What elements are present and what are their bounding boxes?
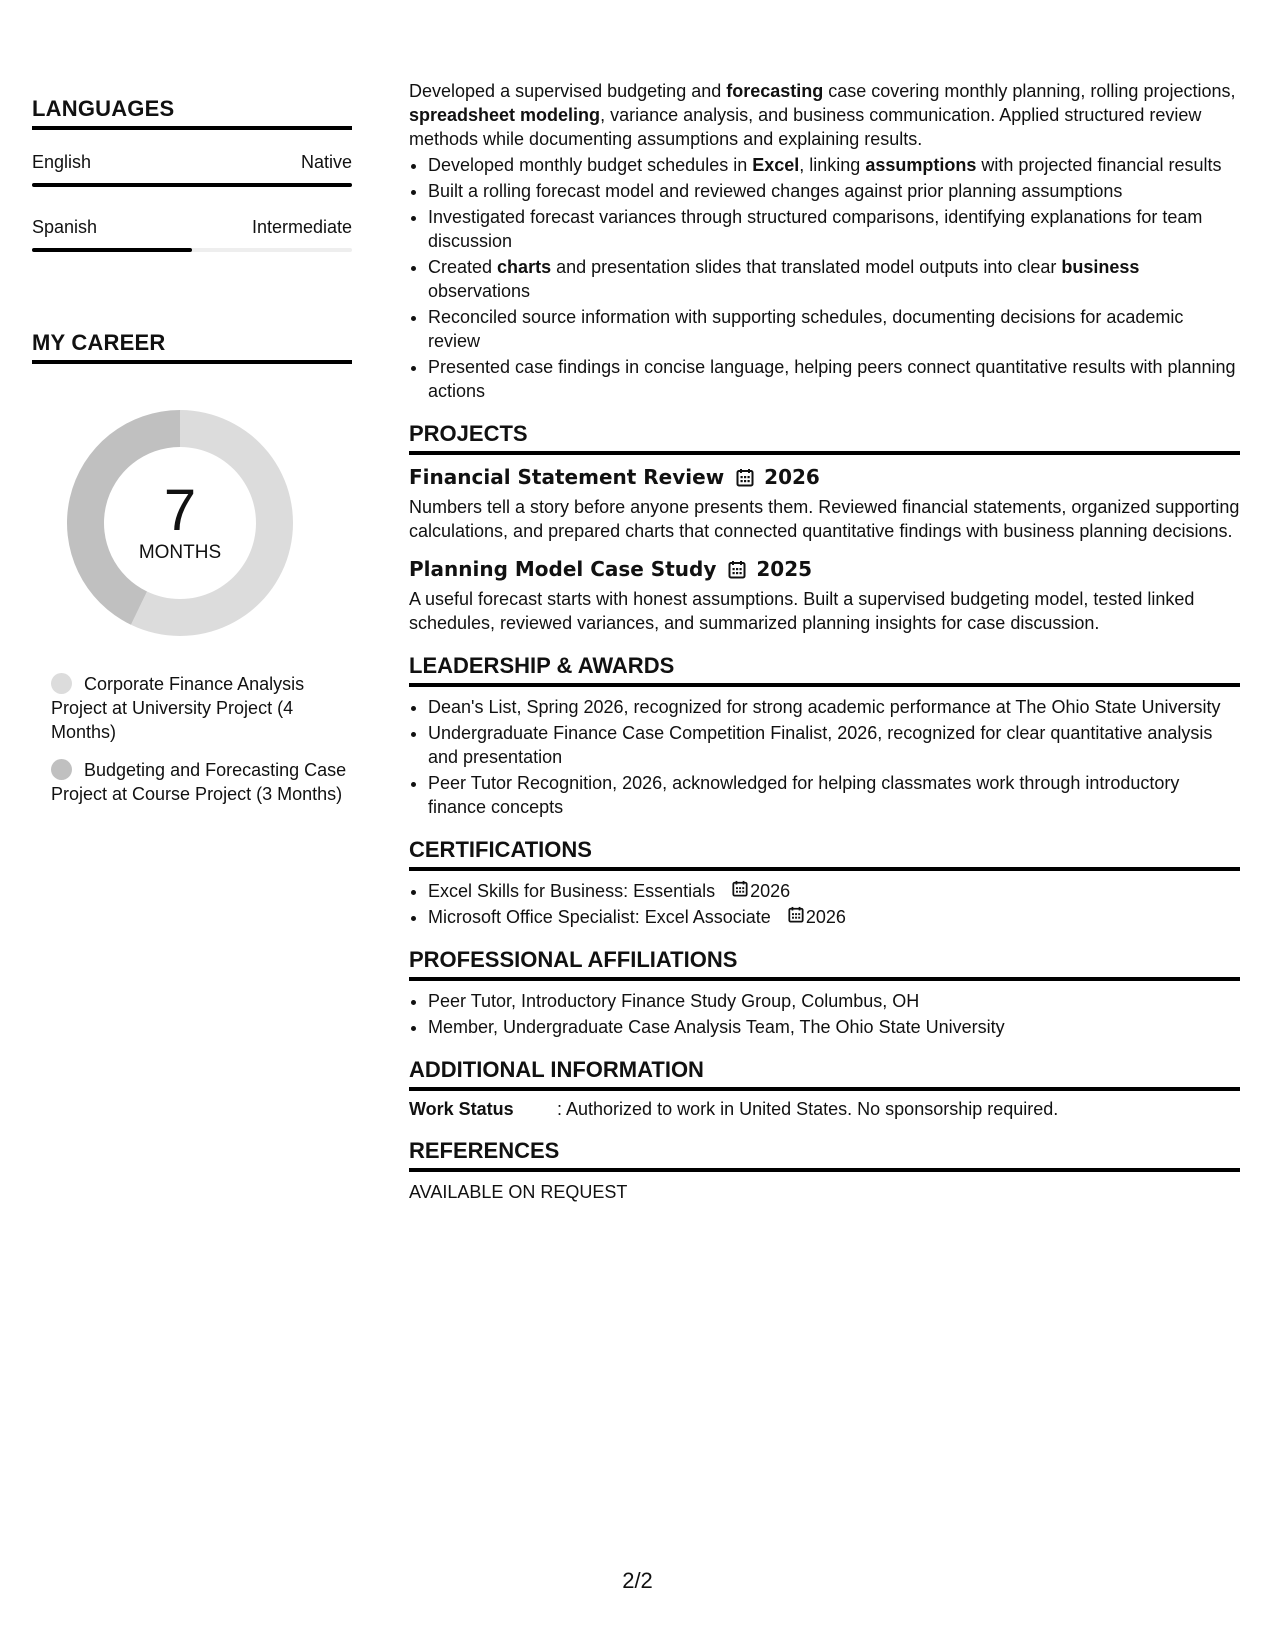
experience-bullet [428, 153, 1240, 177]
additional-info-heading: ADDITIONAL INFORMATION [409, 1057, 1240, 1091]
project-description: Numbers tell a story before anyone presents them. Reviewed financial statements, organized supporting calculations, and prepared charts that connected quantitative findings with business planning decisions. [409, 497, 1240, 541]
career-legend-item [51, 672, 352, 744]
text-run: Developed a supervised budgeting and [409, 81, 727, 101]
language-proficiency-bar [32, 248, 352, 252]
bold-text: charts [497, 257, 552, 277]
career-donut-center [65, 408, 295, 638]
certifications-list [409, 879, 1240, 929]
language-proficiency-fill [32, 183, 352, 187]
career-donut-chart [65, 408, 295, 638]
language-item-english [32, 152, 352, 187]
career-legend-label: Budgeting and Forecasting Case Project at Course Project (3 Months) [51, 760, 347, 804]
list-item: • Member, Undergraduate Case Analysis Team, The Ohio State University [428, 1015, 1240, 1039]
project-year: 2026 [764, 465, 820, 489]
references-heading: REFERENCES [409, 1138, 1240, 1172]
text-run: with projected financial results [976, 155, 1222, 175]
experience-bullets [409, 153, 1240, 403]
project-item [409, 557, 1240, 635]
project-title-row [409, 557, 1240, 581]
career-legend [32, 672, 352, 806]
experience-bullet [428, 179, 1240, 203]
text-run: case covering monthly planning, rolling projections, [823, 81, 1236, 101]
project-item [409, 465, 1240, 543]
bold-text: forecasting [726, 81, 824, 101]
experience-bullet [428, 305, 1240, 353]
work-status-row [409, 1099, 1240, 1120]
certification-item [428, 905, 1240, 929]
bold-text: business [1061, 257, 1140, 277]
bold-text: spreadsheet modeling [409, 105, 601, 125]
work-status-label: Work Status [409, 1099, 514, 1119]
text-run: Reconciled source information with supporting schedules, documenting decisions for academic review [428, 307, 1184, 351]
certifications-heading: CERTIFICATIONS [409, 837, 1240, 871]
experience-bullet [428, 255, 1240, 303]
list-item: • Peer Tutor, Introductory Finance Study Group, Columbus, OH [428, 989, 1240, 1013]
language-level: Intermediate [251, 217, 352, 237]
text-run: , linking [799, 155, 866, 175]
calendar-icon [788, 905, 806, 929]
certification-date [788, 905, 846, 929]
certification-name: Microsoft Office Specialist: Excel Associate [428, 907, 771, 927]
text-run: Investigated forecast variances through structured comparisons, identifying explanations for team discussion [428, 207, 1203, 251]
text-run: observations [428, 281, 531, 301]
leadership-heading: LEADERSHIP & AWARDS [409, 653, 1240, 687]
certification-date [732, 879, 790, 903]
certification-year: 2026 [750, 881, 791, 901]
bold-text: assumptions [865, 155, 977, 175]
career-total-value: 7 [163, 478, 197, 543]
experience-bullet [428, 205, 1240, 253]
sidebar [32, 96, 352, 820]
calendar-icon [728, 560, 746, 579]
career-heading: MY CAREER [32, 330, 352, 364]
text-run: Presented case findings in concise language, helping peers connect quantitative results with planning actions [428, 357, 1236, 401]
project-title: Planning Model Case Study [409, 557, 717, 581]
list-item: • Dean's List, Spring 2026, recognized for strong academic performance at The Ohio State University [428, 695, 1240, 719]
career-legend-label: Corporate Finance Analysis Project at University Project (4 Months) [51, 674, 305, 742]
calendar-icon [736, 468, 754, 487]
experience-intro [409, 79, 1240, 151]
affiliations-list [409, 989, 1240, 1039]
certification-year: 2026 [805, 907, 846, 927]
text-run: , variance analysis, and business communication. Applied structured review methods while documenting assumptions and explaining results. [409, 105, 1202, 149]
legend-dot-icon [51, 759, 72, 780]
legend-dot-icon [51, 673, 72, 694]
projects-heading: PROJECTS [409, 421, 1240, 455]
page-number: 2/2 [622, 1568, 653, 1593]
text-run: Built a rolling forecast model and reviewed changes against prior planning assumptions [428, 181, 1123, 201]
certification-item [428, 879, 1240, 903]
languages-heading: LANGUAGES [32, 96, 352, 130]
certification-name: Excel Skills for Business: Essentials [428, 881, 716, 901]
language-item-spanish [32, 217, 352, 252]
language-name: Spanish [32, 217, 98, 237]
project-description: A useful forecast starts with honest assumptions. Built a supervised budgeting model, tested linked schedules, reviewed variances, and summarized planning insights for case discussion. [409, 589, 1195, 633]
affiliations-heading: PROFESSIONAL AFFILIATIONS [409, 947, 1240, 981]
project-title: Financial Statement Review [409, 465, 725, 489]
career-total-unit: MONTHS [138, 542, 222, 563]
language-proficiency-bar [32, 183, 352, 187]
language-proficiency-fill [32, 248, 192, 252]
main-content [409, 79, 1240, 1203]
references-text: AVAILABLE ON REQUEST [409, 1182, 628, 1202]
text-run: and presentation slides that translated model outputs into clear [551, 257, 1062, 277]
project-title-row [409, 465, 1240, 489]
text-run: Developed monthly budget schedules in [428, 155, 753, 175]
text-run: Created [428, 257, 498, 277]
list-item: • Undergraduate Finance Case Competition Finalist, 2026, recognized for clear quantitative analysis and presentation [428, 721, 1240, 769]
career-legend-item [51, 758, 352, 806]
bold-text: Excel [752, 155, 800, 175]
experience-bullet [428, 355, 1240, 403]
calendar-icon [732, 879, 750, 903]
language-level: Native [300, 152, 352, 172]
project-year: 2025 [756, 557, 813, 581]
work-status-value: : Authorized to work in United States. No sponsorship required. [557, 1099, 1059, 1119]
list-item: • Peer Tutor Recognition, 2026, acknowledged for helping classmates work through introductory finance concepts [428, 771, 1240, 819]
language-name: English [32, 152, 92, 172]
leadership-list [409, 695, 1240, 819]
